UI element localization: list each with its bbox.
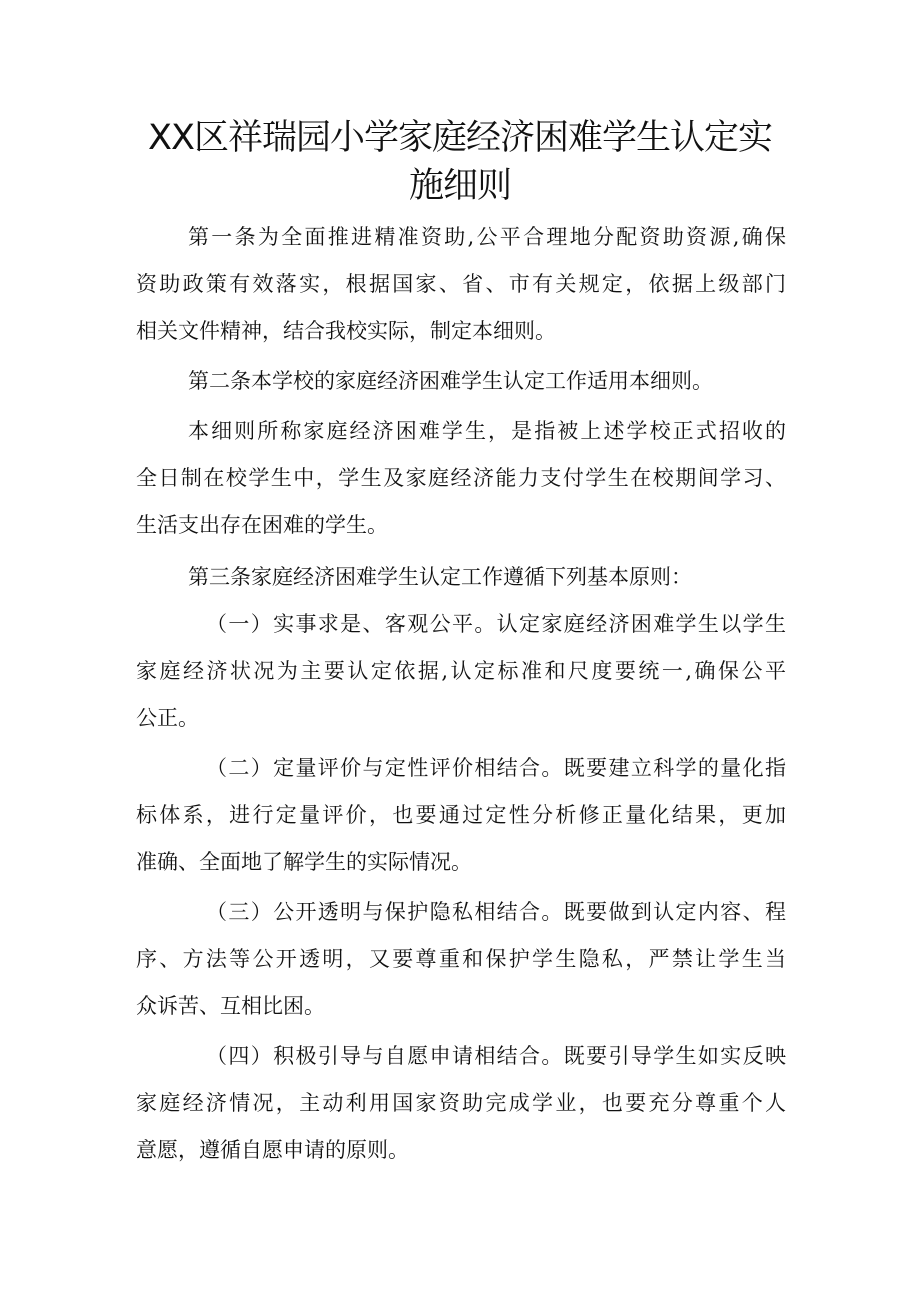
- principle-2-line-3: 准确、全面地了解学生的实际情况。: [136, 850, 472, 874]
- principle-2-line-1: （二）定量评价与定性评价相结合。既要建立科学的量化指: [206, 756, 786, 780]
- article-1-line-2: 资助政策有效落实，根据国家、省、市有关规定，依据上级部门: [136, 272, 786, 296]
- principle-4-line-1: （四）积极引导与自愿申请相结合。既要引导学生如实反映: [206, 1044, 786, 1068]
- principle-4-line-3: 意愿，遵循自愿申请的原则。: [136, 1138, 409, 1162]
- principle-1-line-2: 家庭经济状况为主要认定依据,认定标准和尺度要统一,确保公平: [136, 659, 786, 683]
- article-2-line-1: 第二条本学校的家庭经济困难学生认定工作适用本细则。: [188, 369, 713, 393]
- principle-1-line-1: （一）实事求是、客观公平。认定家庭经济困难学生以学生: [206, 612, 786, 636]
- principle-2-line-2: 标体系，进行定量评价，也要通过定性分析修正量化结果，更加: [136, 803, 786, 827]
- definition-line-1: 本细则所称家庭经济困难学生，是指被上述学校正式招收的: [188, 419, 786, 443]
- article-3-line-1: 第三条家庭经济困难学生认定工作遵循下列基本原则：: [188, 565, 692, 589]
- principle-4-line-2: 家庭经济情况，主动利用国家资助完成学业，也要充分尊重个人: [136, 1091, 786, 1115]
- document-title-line-1: XX区祥瑞园小学家庭经济困难学生认定实: [148, 118, 772, 158]
- definition-line-2: 全日制在校学生中，学生及家庭经济能力支付学生在校期间学习、: [136, 466, 786, 490]
- document-title-line-2: 施细则: [408, 166, 511, 206]
- principle-3-line-3: 众诉苦、互相比困。: [136, 994, 325, 1018]
- principle-3-line-2: 序、方法等公开透明，又要尊重和保护学生隐私，严禁让学生当: [136, 947, 786, 971]
- article-1-line-1: 第一条为全面推进精准资助,公平合理地分配资助资源,确保: [188, 225, 786, 249]
- article-1-line-3: 相关文件精神，结合我校实际，制定本细则。: [136, 319, 556, 343]
- principle-3-line-1: （三）公开透明与保护隐私相结合。既要做到认定内容、程: [206, 900, 786, 924]
- definition-line-3: 生活支出存在困难的学生。: [136, 513, 388, 537]
- principle-1-line-3: 公正。: [136, 706, 199, 730]
